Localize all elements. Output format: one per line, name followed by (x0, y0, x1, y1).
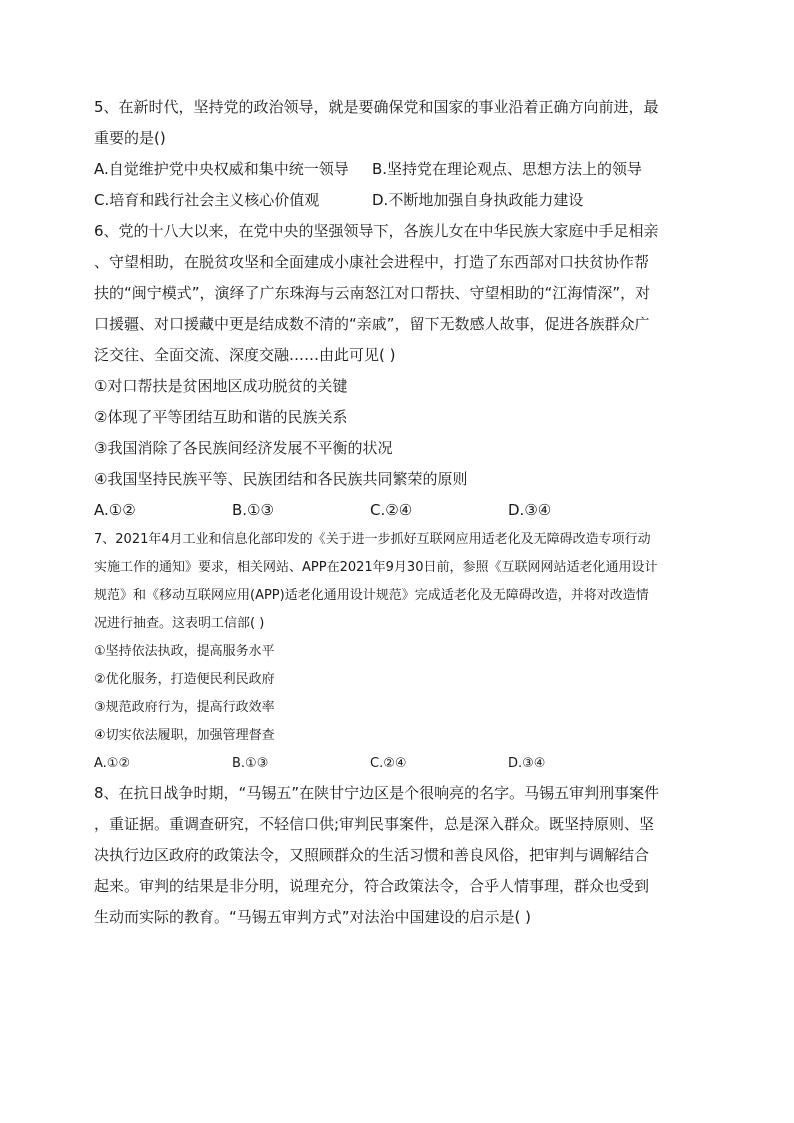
question-5-stem-line-1: 5、在新时代，坚持党的政治领导，就是要确保党和国家的事业沿着正确方向前进，最 (94, 98, 659, 116)
question-8-stem-line-1: 8、在抗日战争时期，“马锡五”在陕甘宁边区是个很响亮的名字。马锡五审判刑事案件 (94, 784, 660, 802)
question-6 (94, 216, 700, 526)
question-7-option-b[interactable]: B.①③ (232, 756, 269, 771)
question-6-item-1: ①对口帮扶是贫困地区成功脱贫的关键 (94, 377, 348, 395)
question-5-option-b[interactable]: B.坚持党在理论观点、思想方法上的领导 (372, 160, 643, 178)
question-6-option-b[interactable]: B.①③ (232, 501, 274, 519)
question-7-item-1: ①坚持依法执政，提高服务水平 (94, 644, 275, 659)
question-7-option-d[interactable]: D.③④ (508, 756, 546, 771)
question-7-item-4: ④切实依法履职，加强管理督查 (94, 728, 275, 743)
exam-page (94, 92, 700, 933)
question-7-options (94, 750, 700, 778)
question-6-option-d[interactable]: D.③④ (508, 501, 552, 519)
question-7-item-3: ③规范政府行为，提高行政效率 (94, 700, 275, 715)
question-6-item-4: ④我国坚持民族平等、民族团结和各民族共同繁荣的原则 (94, 470, 468, 488)
question-5-option-a[interactable]: A.自觉维护党中央权威和集中统一领导 (94, 160, 349, 178)
question-6-option-a[interactable]: A.①② (94, 501, 136, 519)
question-8-stem-line-2: ，重证据。重调查研究，不轻信口供;审判民事案件，总是深入群众。既坚持原则、坚 (94, 815, 655, 833)
question-7-stem-line-4: 况进行抽查。这表明工信部( ) (94, 616, 265, 631)
question-6-stem-line-1: 6、党的十八大以来，在党中央的坚强领导下，各族儿女在中华民族大家庭中手足相亲 (94, 222, 659, 240)
question-7-stem-line-3: 规范》和《移动互联网应用(APP)适老化通用设计规范》完成适老化及无障碍改造，并将对改造情 (94, 588, 649, 603)
question-6-options (94, 495, 700, 526)
question-5-option-d[interactable]: D.不断地加强自身执政能力建设 (372, 191, 584, 209)
question-6-stem-line-5: 泛交往、全面交流、深度交融……由此可见( ) (94, 346, 396, 364)
question-8-stem-line-3: 决执行边区政府的政策法令，又照顾群众的生活习惯和善良风俗，把审判与调解结合 (94, 846, 650, 864)
question-8 (94, 778, 700, 933)
question-7-item-2: ②优化服务，打造便民利民政府 (94, 672, 275, 687)
question-8-stem-line-5: 生动而实际的教育。“马锡五审判方式”对法治中国建设的启示是( ) (94, 908, 532, 926)
question-8-stem-line-4: 起来。审判的结果是非分明，说理充分，符合政策法令，合乎人情事理，群众也受到 (94, 877, 650, 895)
question-6-option-c[interactable]: C.②④ (370, 501, 413, 519)
question-5-stem-line-2: 重要的是() (94, 129, 166, 147)
question-7-stem-line-1: 7、2021年4月工业和信息化部印发的《关于进一步抓好互联网应用适老化及无障碍改造专项行动 (94, 532, 651, 547)
question-5-option-c[interactable]: C.培育和践行社会主义核心价值观 (94, 191, 320, 209)
question-7-stem-line-2: 实施工作的通知》要求，相关网站、APP在2021年9月30日前，参照《互联网网站适老化通用设计 (94, 560, 658, 575)
question-6-stem-line-4: 口援疆、对口援藏中更是结成数不清的“亲戚”，留下无数感人故事，促进各族群众广 (94, 315, 650, 333)
question-6-item-3: ③我国消除了各民族间经济发展不平衡的状况 (94, 439, 393, 457)
question-7-option-c[interactable]: C.②④ (370, 756, 407, 771)
question-7-option-a[interactable]: A.①② (94, 756, 131, 771)
question-6-stem-line-3: 扶的“闽宁模式”，演绎了广东珠海与云南怒江对口帮扶、守望相助的“江海情深”，对 (94, 284, 651, 302)
question-5-options-row-2 (94, 185, 700, 216)
question-5-options-row-1 (94, 154, 700, 185)
question-5 (94, 92, 700, 216)
question-6-item-2: ②体现了平等团结互助和谐的民族关系 (94, 408, 348, 426)
question-6-stem-line-2: 、守望相助，在脱贫攻坚和全面建成小康社会进程中，打造了东西部对口扶贫协作帮 (94, 253, 650, 271)
question-7 (94, 526, 700, 778)
